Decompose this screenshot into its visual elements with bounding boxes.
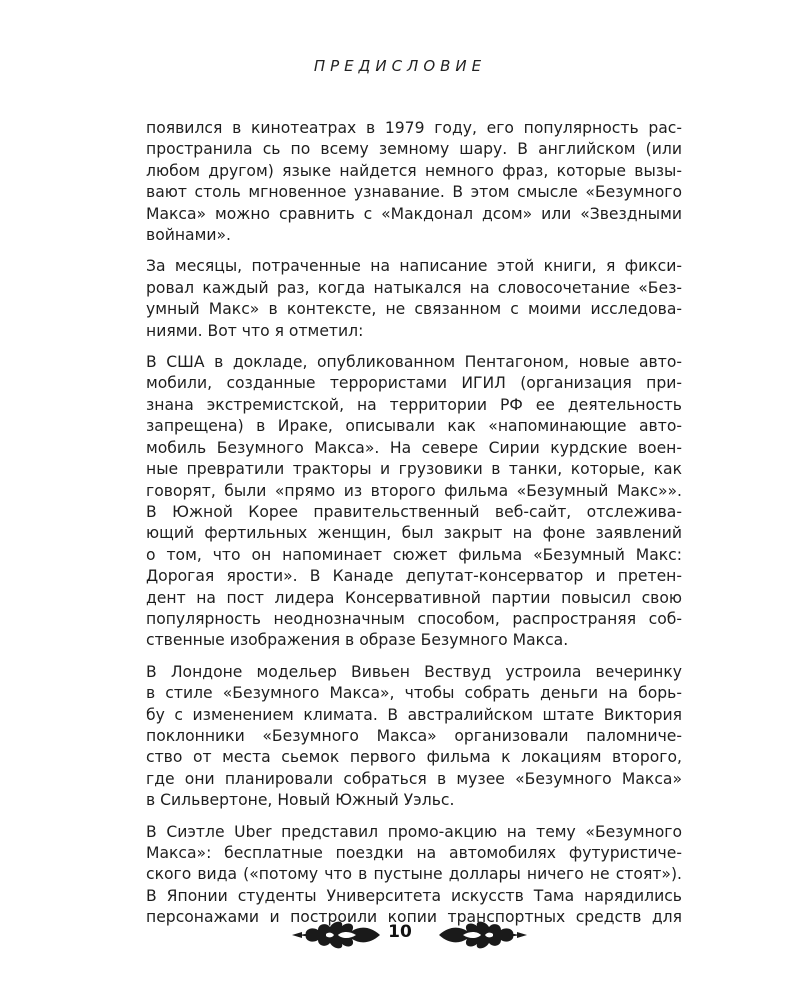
body-text xyxy=(146,118,682,939)
text-line: персонажами и построили копии транспортных средств для xyxy=(146,908,682,927)
text-line: знана экстремистской, на территории РФ ее деятельность xyxy=(146,395,682,414)
text-line: умный Макс» в контексте, не связанном с моими исследова- xyxy=(146,300,682,319)
text-line: мобили, созданные террористами ИГИЛ (организация при- xyxy=(146,374,682,393)
text-line: говорят, были «прямо из второго фильма «Безумный Макс»». xyxy=(146,481,682,500)
text-line: мобиль Безумного Макса». На севере Сирии курдские воен- xyxy=(146,438,682,457)
text-line: популярность неоднозначным способом, распространяя соб- xyxy=(146,609,682,628)
text-line: в Сильвертоне, Новый Южный Уэльс. xyxy=(146,791,455,810)
flame-ornament-left-icon xyxy=(290,920,382,950)
text-line: В США в докладе, опубликованном Пентагоном, новые авто- xyxy=(146,353,682,372)
paragraph xyxy=(146,118,682,246)
text-line: появился в кинотеатрах в 1979 году, его популярность рас- xyxy=(146,119,682,137)
flame-ornament-right-icon xyxy=(437,920,529,950)
text-line: ниями. Вот что я отметил: xyxy=(146,321,364,340)
text-line: ственные изображения в образе Безумного Макса. xyxy=(146,631,569,650)
text-line: В Южной Корее правительственный веб-сайт, отслежива- xyxy=(146,502,682,521)
running-header: ПРЕДИСЛОВИЕ xyxy=(313,57,487,75)
text-line: ющий фертильных женщин, был закрыт на фоне заявлений xyxy=(146,524,682,543)
text-line: Макса»: бесплатные поездки на автомобилях футуристиче- xyxy=(146,844,682,862)
paragraph xyxy=(146,256,682,342)
text-line: дент на пост лидера Консервативной партии повысил свою xyxy=(146,588,682,607)
text-line: ровал каждый раз, когда натыкался на словосочетание «Без- xyxy=(146,278,682,297)
text-line: любом другом) языке найдется немного фраз, которые вызы- xyxy=(146,161,682,180)
text-line: бу с изменением климата. В австралийском штате Виктория xyxy=(146,705,682,724)
text-line: вают столь мгновенное узнавание. В этом смысле «Безумного xyxy=(146,183,682,202)
page-number: 10 xyxy=(388,922,412,942)
text-line: где они планировали собраться в музее «Безумного Макса» xyxy=(146,769,682,788)
text-line: Дорогая ярости». В Канаде депутат-консерватор и претен- xyxy=(146,567,682,586)
text-line: ского вида («потому что в пустыне доллары ничего не стоят»). xyxy=(146,865,682,884)
paragraph xyxy=(146,822,682,929)
text-line: В Японии студенты Университета искусств Тама нарядились xyxy=(146,886,682,905)
text-line: В Лондоне модельер Вивьен Вествуд устроила вечеринку xyxy=(146,662,682,681)
text-line: В Сиэтле Uber представил промо-акцию на тему «Безумного xyxy=(146,822,682,841)
text-line: запрещена) в Ираке, описывали как «напоминающие авто- xyxy=(146,417,682,436)
page-footer xyxy=(0,918,800,952)
text-line: ные превратили тракторы и грузовики в танки, которые, как xyxy=(146,460,682,479)
text-line: войнами». xyxy=(146,226,232,245)
text-line: ство от места сьемок первого фильма к локациям второго, xyxy=(146,748,682,767)
text-line: поклонники «Безумного Макса» организовали паломниче- xyxy=(146,726,682,745)
text-line: в стиле «Безумного Макса», чтобы собрать деньги на борь- xyxy=(146,684,682,703)
text-line: о том, что он напоминает сюжет фильма «Безумный Макс: xyxy=(146,545,682,564)
paragraph xyxy=(146,662,682,812)
text-line: пространила сь по всему земному шару. В английском (или xyxy=(146,140,682,159)
text-line: За месяцы, потраченные на написание этой книги, я фикси- xyxy=(146,257,682,276)
paragraph xyxy=(146,352,682,652)
text-line: Макса» можно сравнить с «Макдонал дсом» или «Звездными xyxy=(146,204,682,223)
